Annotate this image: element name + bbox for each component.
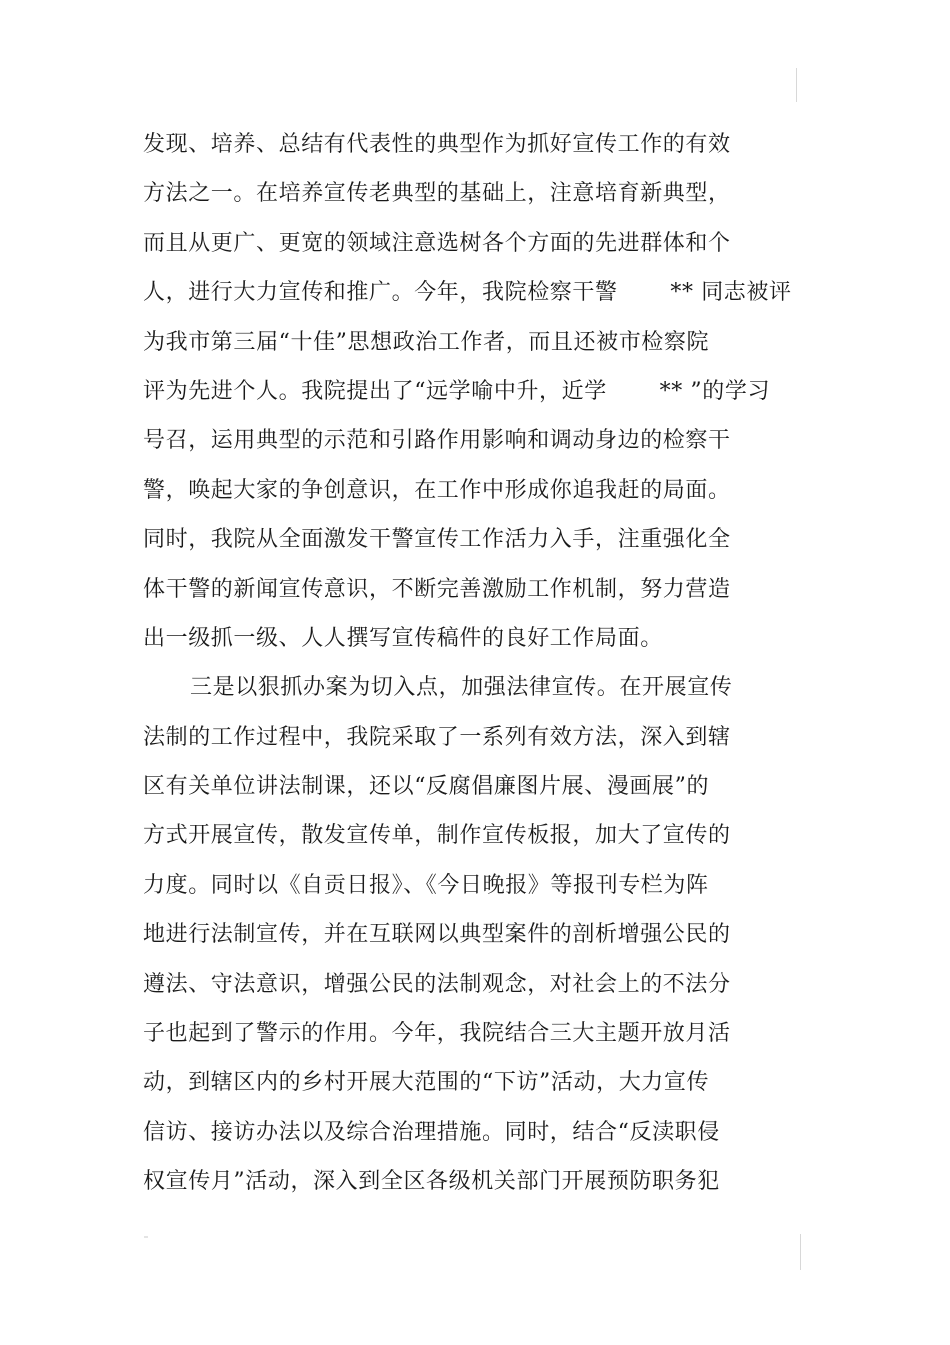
text-line: 而且从更广、更宽的领域注意选树各个方面的先进群体和个 [143,230,731,256]
text-line: 权宣传月”活动，深入到全区各级机关部门开展预防职务犯 [143,1169,720,1195]
body-text [143,120,803,1207]
text-line: 力度。同时以《自贡日报》、《今日晚报》等报刊专栏为阵 [143,872,709,898]
text-line: 信访、接访办法以及综合治理措施。同时，结合“反渎职侵 [143,1119,720,1145]
text-line: 人，进行大力宣传和推广。今年，我院检察干警 ** 同志被评 [143,280,792,306]
text-line: 出一级抓一级、人人撰写宣传稿件的良好工作局面。 [143,625,663,651]
text-line: 遵法、守法意识，增强公民的法制观念，对社会上的不法分 [143,971,731,997]
text-line: 区有关单位讲法制课，还以“反腐倡廉图片展、漫画展”的 [143,774,710,800]
text-line: 子也起到了警示的作用。今年，我院结合三大主题开放月活 [143,1021,731,1047]
page-margin-mark-bottom [800,1234,801,1270]
text-line: 为我市第三届“十佳”思想政治工作者，而且还被市检察院 [143,329,710,355]
text-line: 警，唤起大家的争创意识，在工作中形成你追我赶的局面。 [143,477,731,503]
text-line: 评为先进个人。我院提出了“远学喻中升，近学 ** ”的学习 [143,378,771,404]
text-line: 地进行法制宣传，并在互联网以典型案件的剖析增强公民的 [143,922,731,948]
text-line: 方式开展宣传，散发宣传单，制作宣传板报，加大了宣传的 [143,823,731,849]
text-line: 发现、培养、总结有代表性的典型作为抓好宣传工作的有效 [143,132,731,157]
page-margin-mark-top [796,68,797,102]
text-line: 方法之一。在培养宣传老典型的基础上，注意培育新典型， [143,181,731,207]
text-line: 体干警的新闻宣传意识，不断完善激励工作机制，努力营造 [143,576,731,602]
page-corner-mark [144,1236,148,1238]
text-line: 同时，我院从全面激发干警宣传工作活力入手，注重强化全 [143,527,731,553]
paragraph-start-line: 三是以狠抓办案为切入点，加强法律宣传。在开展宣传 [190,675,733,701]
text-line: 号召，运用典型的示范和引路作用影响和调动身边的检察干 [143,428,731,454]
text-line: 动，到辖区内的乡村开展大范围的“下访”活动，大力宣传 [143,1070,710,1096]
text-line: 法制的工作过程中，我院采取了一系列有效方法，深入到辖 [143,724,731,750]
